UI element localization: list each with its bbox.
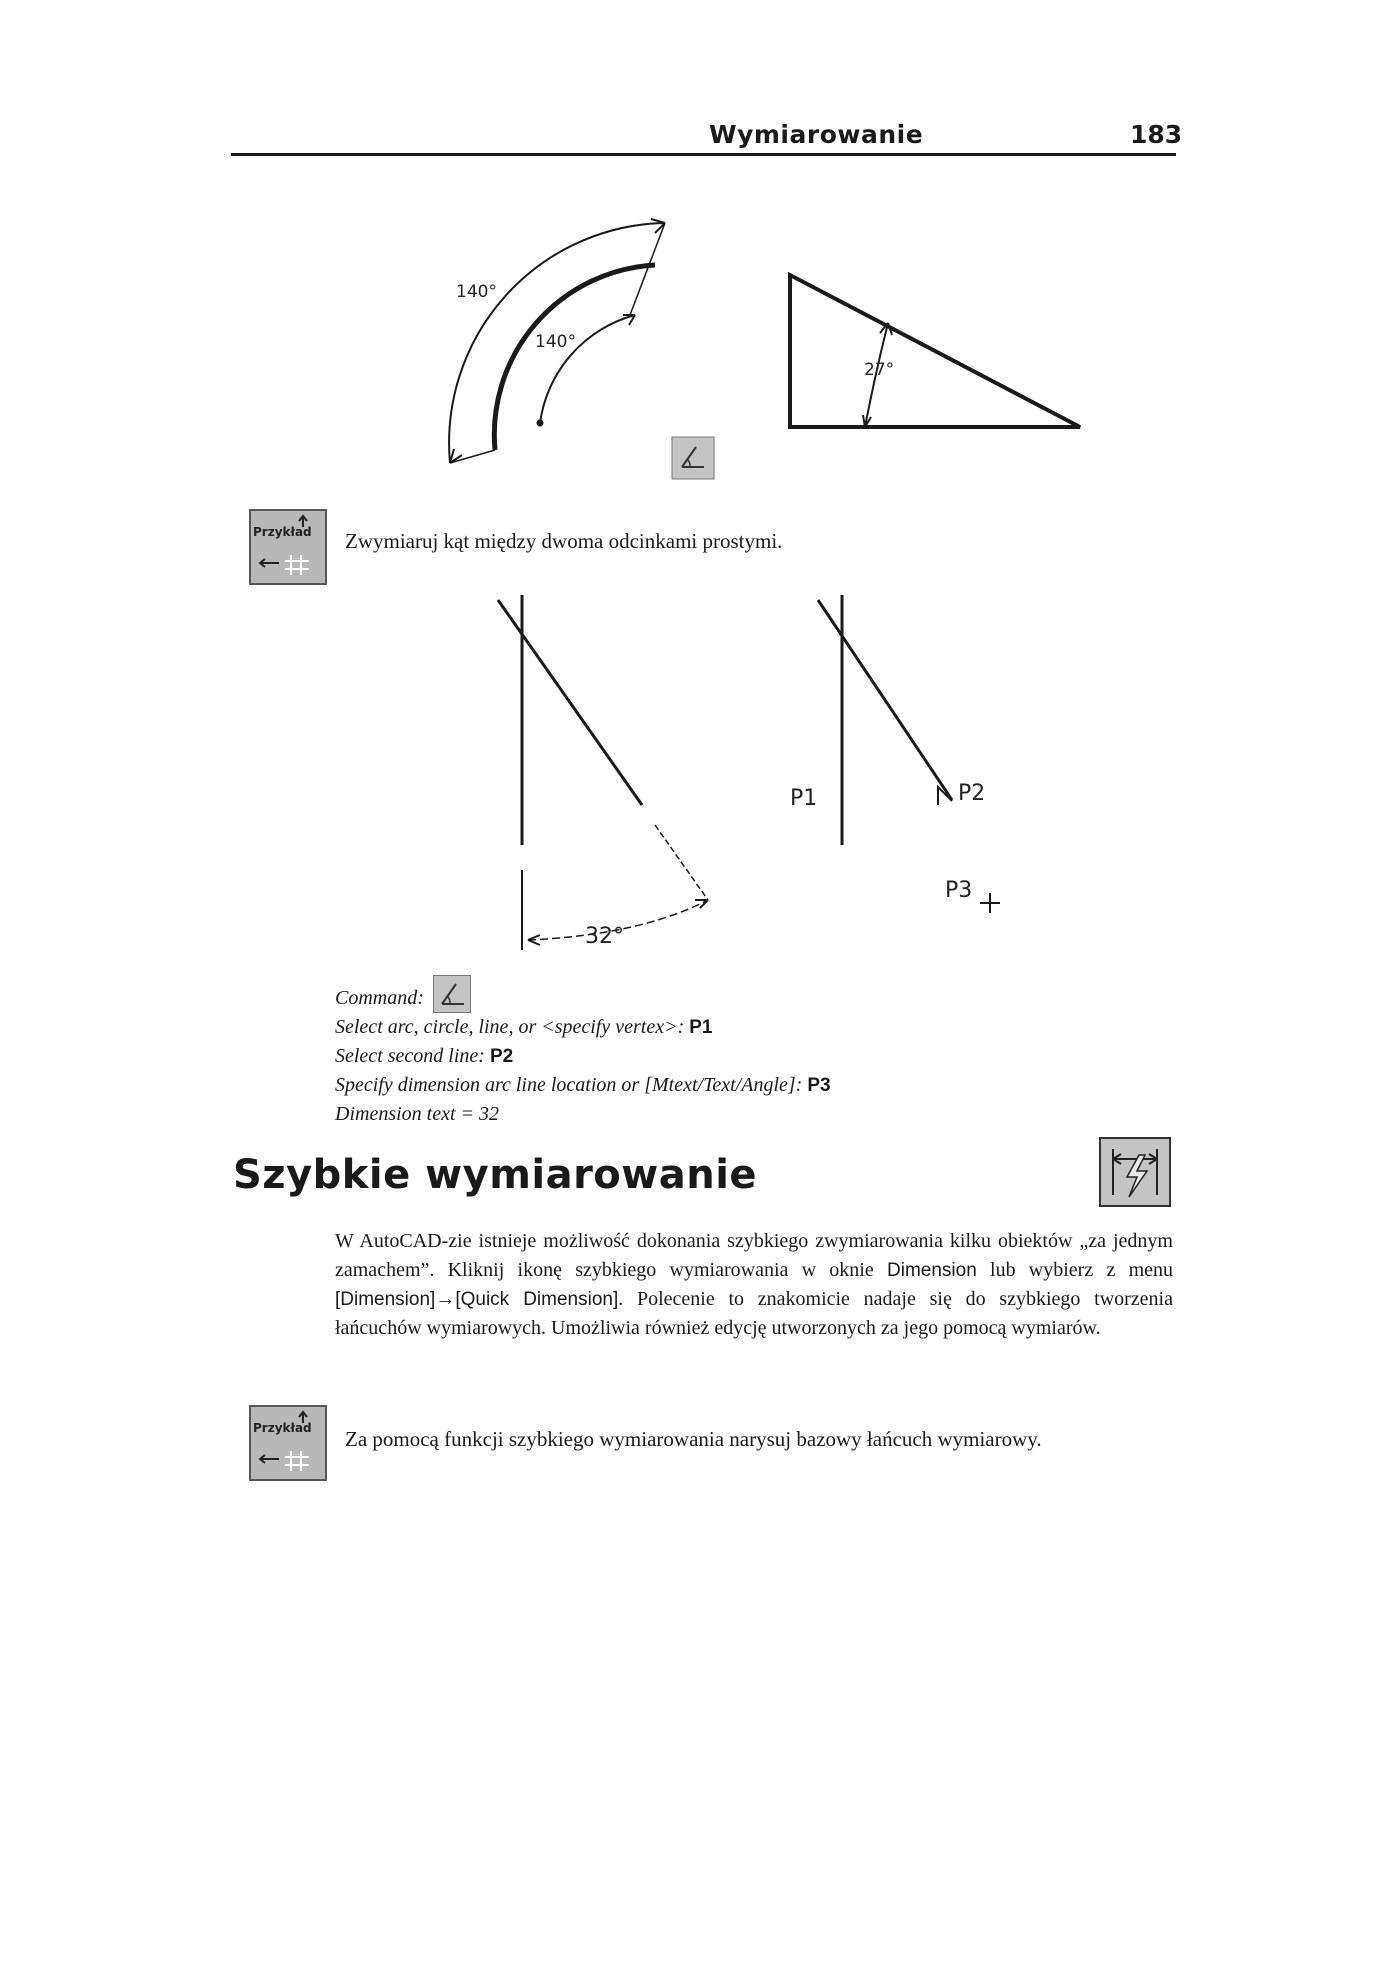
command-line-2	[335, 1013, 1135, 1042]
example-icon	[249, 509, 327, 585]
left-diagonal-line	[498, 600, 642, 805]
triangle-angle-label: 27°	[864, 360, 895, 380]
prompt-arc-location: Specify dimension arc line location or [Mtext/Text/Angle]:	[335, 1074, 803, 1096]
menu-arrow: →	[435, 1288, 456, 1310]
page-number: 183	[1130, 120, 1183, 149]
value-p1: P1	[689, 1017, 713, 1038]
paragraph-text-2: lub wybierz z menu	[976, 1259, 1174, 1281]
example-text: Zwymiaruj kąt między dwoma odcinkami prostymi.	[345, 529, 783, 553]
section-paragraph	[335, 1227, 1173, 1343]
outer-arrow-top	[651, 219, 665, 233]
example-icon-label: Przykład	[253, 525, 312, 539]
triangle	[790, 275, 1080, 427]
outer-angle-label: 140°	[456, 282, 497, 302]
command-icon	[433, 975, 471, 1013]
running-title: Wymiarowanie	[709, 120, 924, 149]
inner-arrow-dot	[537, 420, 543, 426]
menu-quick-dimension: [Quick Dimension]	[455, 1289, 619, 1310]
command-block	[335, 975, 1135, 1129]
prompt-select-first: Select arc, circle, line, or <specify vertex>:	[335, 1016, 685, 1038]
example-icon-2	[249, 1405, 327, 1481]
p3-crosshair	[980, 893, 1000, 913]
prompt-select-second: Select second line:	[335, 1045, 485, 1067]
command-line-4	[335, 1071, 1135, 1100]
command-line-5: Dimension text = 32	[335, 1103, 500, 1125]
quick-dimension-icon	[1099, 1137, 1171, 1207]
point-label-p3: P3	[945, 878, 973, 903]
angular-dimension-figure	[420, 205, 1100, 495]
object-arc	[494, 265, 655, 450]
paragraph-text-3: . Polecenie to znakomicie nadaje się do szybkiego tworzenia łańcuchów wymiarowych. Umożliwia również edycję utworzonych za jego pomocą wymiarów.	[335, 1288, 1173, 1339]
command-line-3	[335, 1042, 1135, 1071]
point-label-p1: P1	[790, 786, 818, 811]
value-p3: P3	[807, 1075, 831, 1096]
example-text-2: Za pomocą funkcji szybkiego wymiarowania narysuj bazowy łańcuch wymiarowy.	[345, 1427, 1042, 1451]
example-icon-label-2: Przykład	[253, 1421, 312, 1435]
right-diagonal-line	[818, 600, 952, 800]
command-prompt: Command:	[335, 987, 424, 1009]
two-lines-figure	[490, 595, 1010, 955]
section-title: Szybkie wymiarowanie	[233, 1152, 758, 1198]
angular-dimension-icon	[672, 437, 714, 479]
point-label-p2: P2	[958, 781, 986, 806]
header-rule	[231, 153, 1176, 156]
left-diagonal-extension	[655, 825, 708, 900]
command-line-1	[335, 975, 1135, 1013]
paragraph-text-1: W AutoCAD-zie istnieje możliwość dokonania szybkiego zwymiarowania kilku obiektów „za jednym zamachem”. Kliknij ikonę szybkiego wymiarowania w oknie	[335, 1230, 1173, 1281]
angle-label-32: 32°	[585, 924, 624, 949]
menu-dimension: [Dimension]	[335, 1289, 436, 1310]
dimension-window-name: Dimension	[887, 1260, 977, 1281]
value-p2: P2	[489, 1046, 514, 1067]
inner-angle-label: 140°	[535, 332, 576, 352]
